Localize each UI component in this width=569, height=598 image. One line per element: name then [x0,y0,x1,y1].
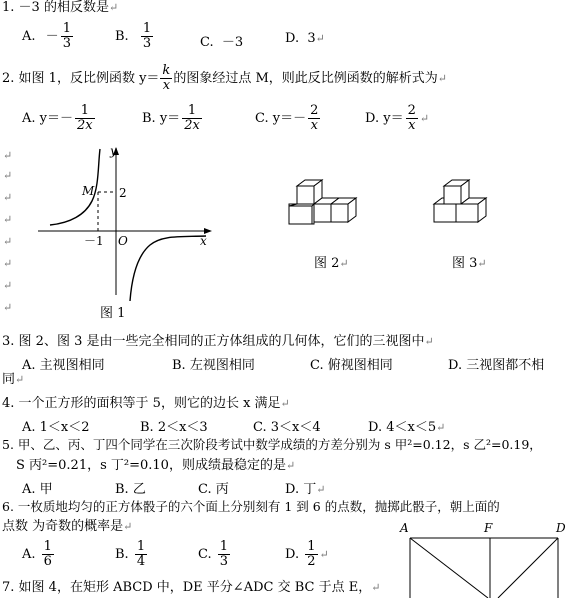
edge-mark: ↵ [3,191,13,204]
edge-mark: ↵ [3,235,13,248]
fig1-m-label: M [82,184,95,198]
fig1-neg-one-label: －1 [84,234,104,248]
figure-4-rectangle [398,518,569,598]
q6-option-a: A. $\frac{1}{6}$ [22,539,52,569]
edge-mark: ↵ [3,279,13,292]
q3-option-a: A. 主视图相同 [22,358,105,373]
fig4-label-d: D [556,521,566,535]
q5-option-d: D. 丁↵ [285,482,326,497]
q3-wrap: 同↵ [2,372,25,387]
figure-2-caption: 图 2↵ [314,256,349,271]
fig4-label-f: F [484,521,493,535]
q6-option-c: C. $\frac{1}{3}$ [198,539,229,569]
q5-option-c: C. 丙 [198,482,229,497]
q5-line-1: 5. 甲、乙、丙、丁四个同学在三次阶段考试中数学成绩的方差分别为 s 甲²=0.12，s 乙²=0.19， [2,437,542,452]
q5-option-a: A. 甲 [22,482,53,497]
edge-mark: ↵ [3,169,13,182]
figure-1-caption: 图 1 [100,306,126,321]
fig1-two-label: 2 [119,186,127,200]
q1-option-d: D. 3↵ [285,31,325,46]
q4-option-a: A. 1＜x＜2 [22,420,90,435]
q5-line-2: S 丙²=0.21，s 丁²=0.10，则成绩最稳定的是↵ [16,458,296,473]
q6-line-1: 6. 一枚质地均匀的正方体骰子的六个面上分别刻有 1 到 6 的点数，抛掷此骰子，朝上面的 [2,499,500,514]
q2-option-c: C. y＝－ $\frac{2}{x}$ [255,103,319,133]
edge-mark: ↵ [3,301,13,314]
q6-option-b: B. $\frac{1}{4}$ [115,539,146,569]
fig1-x-label: x [200,234,207,248]
q1-option-b: B. $\frac{1}{3}$ [115,21,152,51]
q4-stem: 4. 一个正方形的面积等于 5，则它的边长 x 满足↵ [2,396,290,411]
q2-option-b: B. y＝ $\frac{1}{2x}$ [142,103,200,133]
figure-3-cubes [430,178,500,238]
edge-mark: ↵ [3,257,13,270]
q4-option-d: D. 4＜x＜5↵ [368,420,446,435]
q1-stem: 1. －3 的相反数是↵ [2,0,119,15]
q3-option-d: D. 三视图都不相 [448,358,545,373]
figure-1-graph [30,145,220,305]
q1-option-a: A. － $\frac{1}{3}$ [22,21,71,51]
q7-stem: 7. 如图 4，在矩形 ABCD 中，DE 平分∠ADC 交 BC 于点 E，↵ [2,580,381,595]
q3-option-c: C. 俯视图相同 [310,358,393,373]
q3-stem: 3. 图 2、图 3 是由一些完全相同的正方体组成的几何体，它们的三视图中↵ [2,334,434,349]
fig4-label-a: A [400,521,409,535]
fig1-origin-label: O [118,234,128,248]
q2-option-a: A. y＝－ $\frac{1}{2x}$ [22,103,93,133]
q5-option-b: B. 乙 [115,482,146,497]
edge-mark: ↵ [3,149,13,162]
figure-2-cubes [285,178,375,238]
q6-option-d: D. $\frac{1}{2}$ ↵ [285,539,329,569]
q6-line-2: 点数 为奇数的概率是↵ [2,519,133,534]
q4-option-c: C. 3＜x＜4 [253,420,321,435]
figure-3-caption: 图 3↵ [452,256,487,271]
q4-option-b: B. 2＜x＜3 [140,420,208,435]
edge-mark: ↵ [3,213,13,226]
q3-option-b: B. 左视图相同 [172,358,255,373]
q2-stem: 2. 如图 1，反比例函数 y＝ $\frac{k}{x}$ 的图象经过点 M，则此反比例函数的解析式为↵ [2,63,447,93]
fig1-y-label: y [110,145,117,158]
q1-option-c: C. －3 [200,35,244,50]
q2-option-d: D. y＝ $\frac{2}{x}$ ↵ [365,103,430,133]
